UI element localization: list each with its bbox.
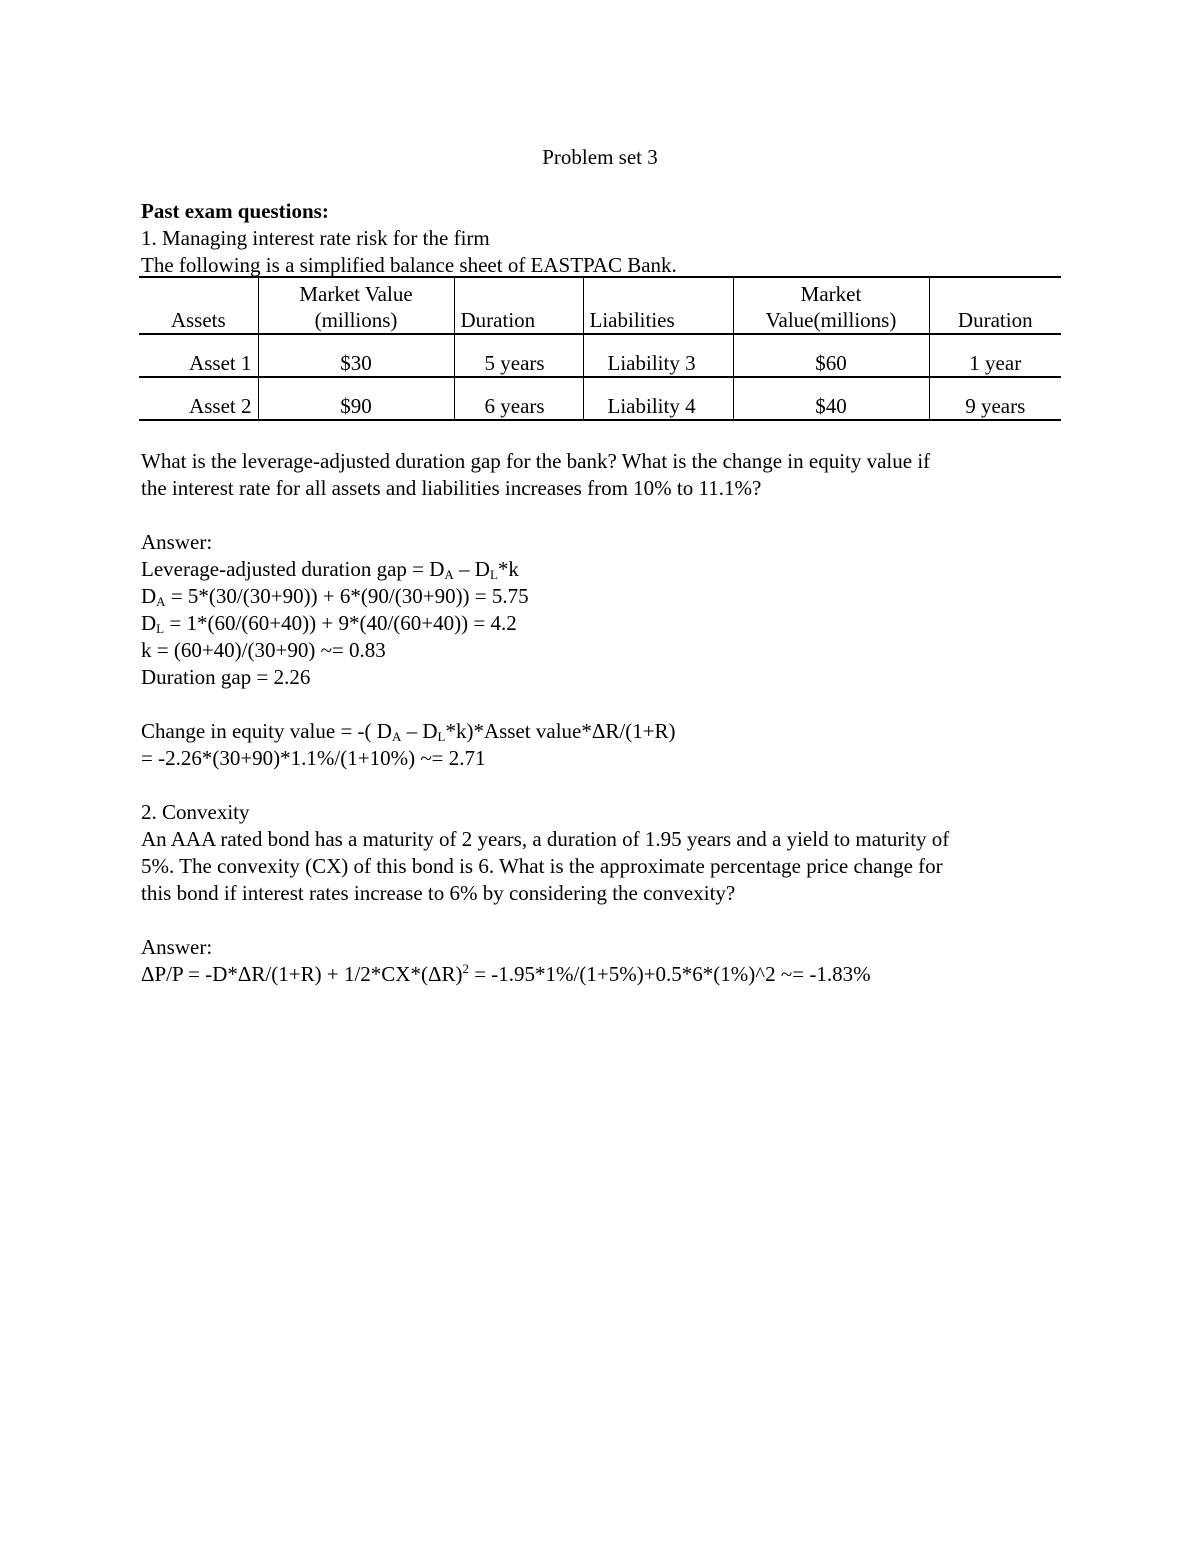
- header-liabilities: Liabilities: [583, 277, 733, 334]
- table-cell: Liability 3: [583, 334, 733, 377]
- section-heading: Past exam questions:: [141, 199, 329, 223]
- q1-question-line: the interest rate for all assets and liabilities increases from 10% to 11.1%?: [141, 476, 762, 500]
- q1-answer-k: k = (60+40)/(30+90) ~= 0.83: [141, 638, 386, 662]
- table-cell: 5 years: [454, 334, 583, 377]
- question-1-header: [141, 198, 1071, 279]
- q2-heading: 2. Convexity: [141, 800, 250, 824]
- q2-text-line: this bond if interest rates increase to 6% by considering the convexity?: [141, 881, 736, 905]
- table-row: [139, 334, 1061, 377]
- header-liability-duration: Duration: [929, 277, 1061, 334]
- table-header-row: [139, 277, 1061, 334]
- header-liability-market-value: Market Value(millions): [733, 277, 929, 334]
- header-assets: Assets: [139, 277, 258, 334]
- table-cell: Asset 1: [139, 334, 258, 377]
- q1-question-line: What is the leverage-adjusted duration gap for the bank? What is the change in equity value if: [141, 449, 931, 473]
- q1-answer-da: $D_A = 5*(30/(30+90)) + 6*(90/(30+90)) = 5.75$: [141, 584, 529, 609]
- q1-answer-gap-formula: Leverage-adjusted duration gap = $D_A - D_L*k$: [141, 557, 519, 582]
- q1-heading: 1. Managing interest rate risk for the firm: [141, 226, 490, 250]
- document-title: Problem set 3: [542, 145, 658, 169]
- q1-equity-change-result: = -2.26*(30+90)*1.1%/(1+10%) ~= 2.71: [141, 746, 486, 770]
- q2-answer-formula: $\Delta P/P = -D*\Delta R/(1+R) + 1/2*CX*(\Delta R)^2$ = -1.95*1%/(1+5%)+0.5*6*(1%)^2 ~= -1.83%: [141, 961, 871, 986]
- header-asset-duration: Duration: [454, 277, 583, 334]
- table-cell: Liability 4: [583, 377, 733, 420]
- q1-intro: The following is a simplified balance sheet of EASTPAC Bank.: [141, 253, 677, 277]
- table-cell: 1 year: [929, 334, 1061, 377]
- table-cell: $60: [733, 334, 929, 377]
- table-cell: $30: [258, 334, 454, 377]
- q1-equity-change-formula: Change in equity value = -( $D_A$ – $D_L*k)*Asset$ value*ΔR/(1+R): [141, 719, 676, 744]
- balance-sheet-table: [139, 276, 1061, 421]
- q1-answer-dl: $D_L = 1*(60/(60+40)) + 9*(40/(60+40)) = 4.2$: [141, 611, 517, 636]
- table-cell: Asset 2: [139, 377, 258, 420]
- header-asset-market-value: Market Value (millions): [258, 277, 454, 334]
- q1-answer-duration-gap: Duration gap = 2.26: [141, 665, 311, 689]
- table-cell: 6 years: [454, 377, 583, 420]
- table-cell: $40: [733, 377, 929, 420]
- q2-text-line: 5%. The convexity (CX) of this bond is 6. What is the approximate percentage price change for: [141, 854, 943, 878]
- table-cell: $90: [258, 377, 454, 420]
- question-1-body: [141, 448, 1071, 988]
- table-row: [139, 377, 1061, 420]
- table-cell: 9 years: [929, 377, 1061, 420]
- q1-answer-label: Answer:: [141, 530, 213, 554]
- q2-answer-label: Answer:: [141, 935, 213, 959]
- q2-text-line: An AAA rated bond has a maturity of 2 years, a duration of 1.95 years and a yield to maturity of: [141, 827, 950, 851]
